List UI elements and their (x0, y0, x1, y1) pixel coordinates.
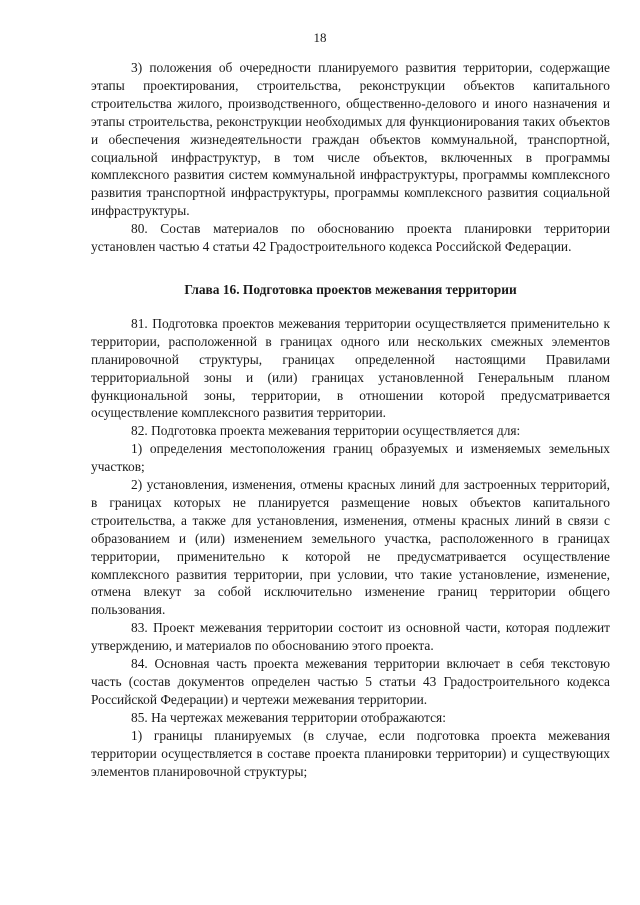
paragraph-80: 80. Состав материалов по обоснованию проекта планировки территории установлен частью 4 статьи 42 Градостроительного кодекса Российской Федерации. (91, 221, 610, 255)
paragraph-85: 85. На чертежах межевания территории отображаются: (131, 709, 446, 725)
paragraph-item-3: 3) положения об очередности планируемого развития территории, содержащие этапы проектирования, строительства, реконструкции объектов капитального строительства жилого, производственного, общественно-делового и иного назначения и этапы строительства, реконструкции необходимых для функционирования таких объектов и обеспечения жизнедеятельности граждан объектов коммунальной, транспортной, социальной инфраструктур, в том числе объектов, включенных в программы комплексного развития систем коммунальной инфраструктуры, программы комплексного развития транспортной инфраструктуры, программы комплексного развития социальной инфраструктуры. (91, 60, 610, 219)
paragraph-84: 84. Основная часть проекта межевания территории включает в себя текстовую часть (состав документов определен частью 5 статьи 43 Градостроительного кодекса Российской Федерации) и чертежи межевания территории. (91, 656, 610, 707)
page-number: 18 (313, 30, 327, 45)
paragraph-82-item-1: 1) определения местоположения границ образуемых и изменяемых земельных участков; (91, 441, 610, 475)
paragraph-81: 81. Подготовка проектов межевания территории осуществляется применительно к территории, расположенной в границах одного или нескольких смежных элементов планировочной структуры, границах определенной настоящими Правилами территориальной зоны и (или) границах установленной Генеральным планом функциональной зоны, территории, в отношении которой предусматривается осуществление комплексного развития территории. (91, 315, 610, 421)
document-body (91, 59, 610, 780)
paragraph-82: 82. Подготовка проекта межевания территории осуществляется для: (131, 423, 521, 439)
paragraph-85-item-1: 1) границы планируемых (в случае, если подготовка проекта межевания территории осуществляется в составе проекта планировки территории) и существующих элементов планировочной структуры; (91, 727, 610, 779)
paragraph-82-item-2: 2) установления, изменения, отмены красных линий для застроенных территорий, в границах которых не планируется размещение новых объектов капитального строительства, а также для установления, изменения, отмены красных линий в связи с образованием и (или) изменением земельного участка, расположенного в границах территории, применительно к которой не предусматривается осуществление комплексного развития территории, при условии, что такие установление, изменение, отмена влекут за собой исключительно изменение границ территории общего пользования. (91, 477, 610, 618)
chapter-title: Глава 16. Подготовка проектов межевания территории (184, 281, 517, 297)
paragraph-83: 83. Проект межевания территории состоит из основной части, которая подлежит утверждению, и материалов по обоснованию этого проекта. (91, 620, 610, 654)
